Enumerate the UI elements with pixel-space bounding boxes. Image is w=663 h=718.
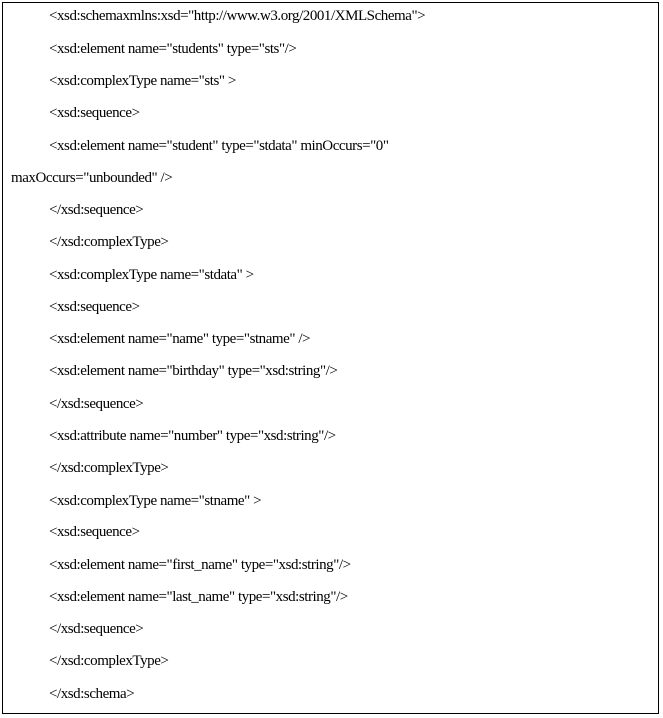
code-line: <xsd:element name="name" type="stname" /> — [49, 331, 311, 347]
code-line: </xsd:sequence> — [49, 396, 144, 412]
code-line: </xsd:sequence> — [49, 621, 144, 637]
code-line: </xsd:complexType> — [49, 460, 169, 476]
code-line: <xsd:element name="first_name" type="xsd:string"/> — [49, 557, 351, 573]
code-line: <xsd:element name="birthday" type="xsd:string"/> — [49, 363, 338, 379]
code-line: <xsd:complexType name="stname" > — [49, 493, 262, 509]
code-line: <xsd:element name="students" type="sts"/> — [49, 41, 297, 57]
code-line: <xsd:sequence> — [49, 524, 140, 540]
code-line: <xsd:sequence> — [49, 105, 140, 121]
code-line: <xsd:sequence> — [49, 299, 140, 315]
code-line: maxOccurs="unbounded" /> — [11, 170, 173, 186]
code-line: <xsd:attribute name="number" type="xsd:string"/> — [49, 428, 336, 444]
code-line: <xsd:element name="last_name" type="xsd:string"/> — [49, 589, 348, 605]
code-line: <xsd:element name="student" type="stdata" minOccurs="0" — [49, 138, 389, 154]
code-line: </xsd:complexType> — [49, 653, 169, 669]
code-line: </xsd:sequence> — [49, 202, 144, 218]
code-line: <xsd:schemaxmlns:xsd="http://www.w3.org/2001/XMLSchema"> — [49, 8, 426, 24]
code-line: <xsd:complexType name="stdata" > — [49, 267, 254, 283]
code-line: </xsd:complexType> — [49, 234, 169, 250]
code-line: <xsd:complexType name="sts" > — [49, 73, 236, 89]
code-line: </xsd:schema> — [49, 686, 135, 702]
code-box — [2, 2, 659, 714]
